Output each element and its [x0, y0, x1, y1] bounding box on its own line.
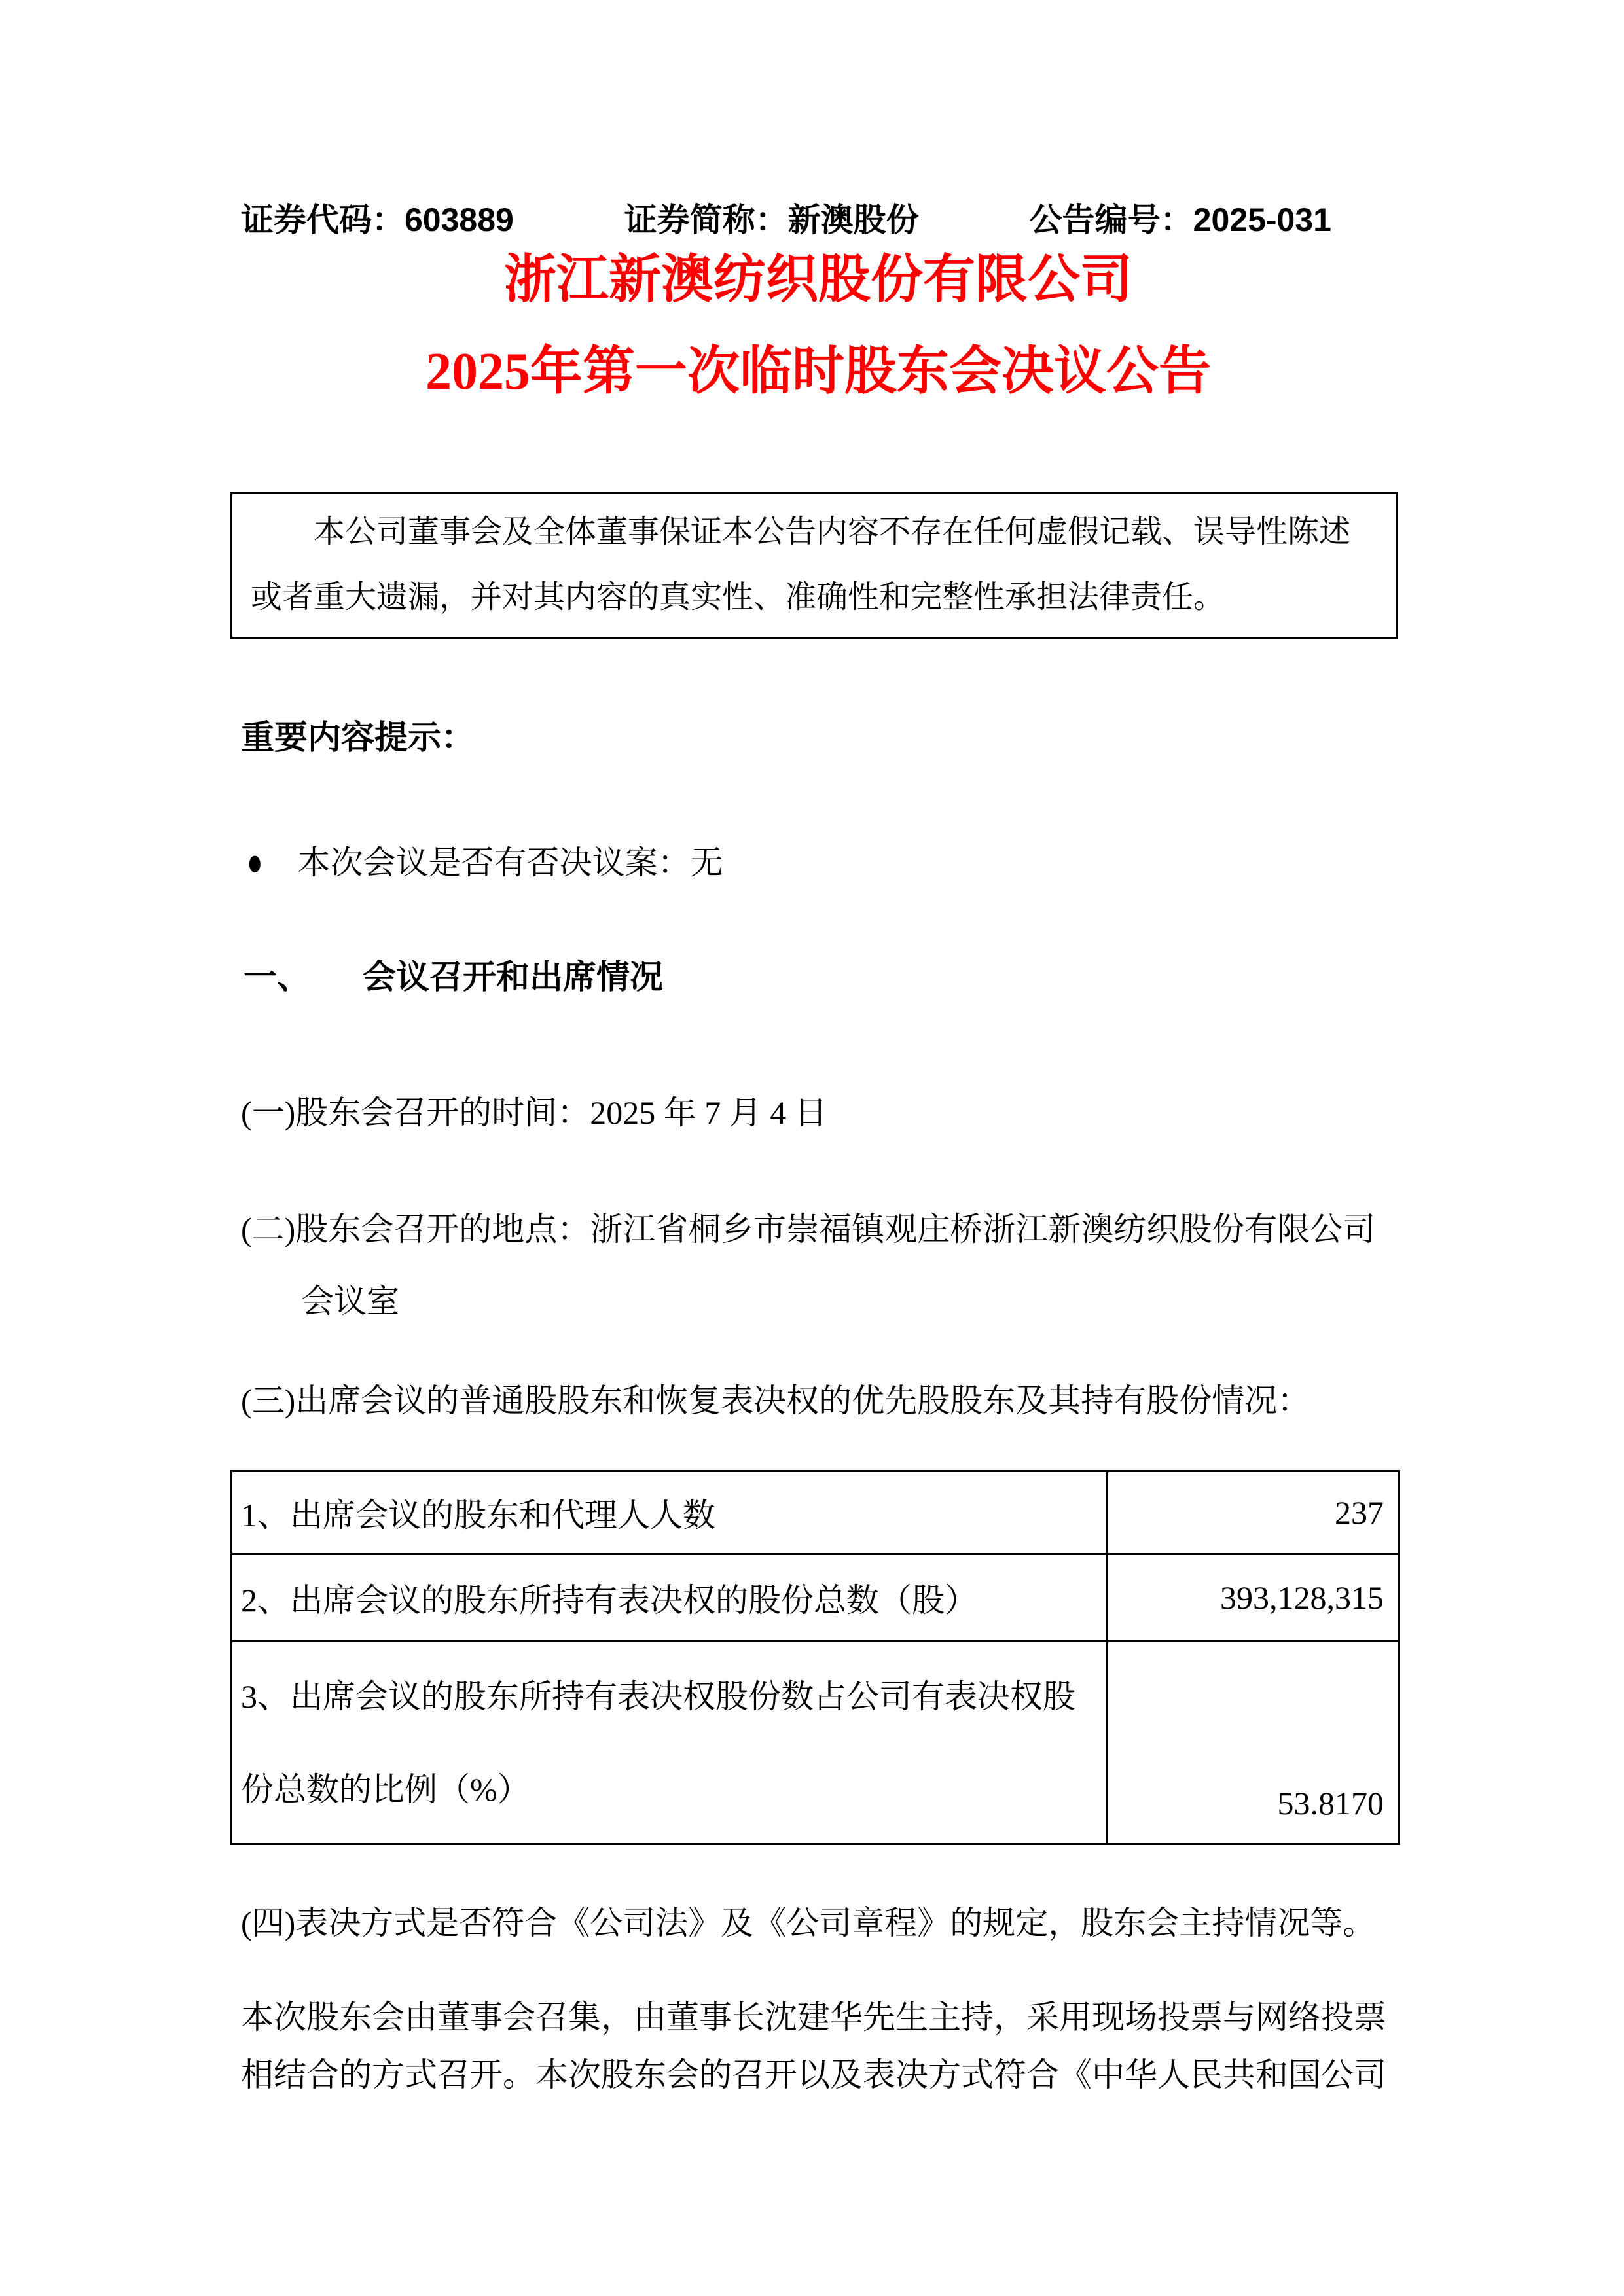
section-number: 一、: [244, 958, 311, 996]
stock-short-name: 证券简称：新澳股份: [624, 202, 919, 238]
bullet-icon: ●: [247, 840, 263, 884]
table-row-label: 2、出席会议的股东所持有表决权的股份总数（股）: [232, 1554, 1108, 1641]
header-info-line: [241, 200, 1331, 240]
table-row-value: 393,128,315: [1108, 1554, 1399, 1641]
section-heading-text: 会议召开和出席情况: [363, 958, 664, 996]
closing-paragraph-line1: 本次股东会由董事会召集，由董事长沈建华先生主持，采用现场投票与网络投票: [241, 1999, 1386, 2036]
important-note-bullet-item: [246, 840, 723, 884]
company-name-title: 浙江新澳纺织股份有限公司: [504, 251, 1132, 309]
stock-code: 证券代码：603889: [241, 202, 514, 238]
closing-paragraph: [241, 1988, 1398, 2104]
table-row-label-line2: 份总数的比例（%）: [241, 1770, 530, 1808]
table-row-label: 1、出席会议的股东和代理人人数: [232, 1471, 1108, 1554]
bullet-text: 本次会议是否有否决议案：无: [297, 844, 723, 881]
table-row: [232, 1471, 1399, 1554]
table-row-value: 53.8170: [1108, 1641, 1399, 1844]
closing-paragraph-line2: 相结合的方式召开。本次股东会的召开以及表决方式符合《中华人民共和国公司: [241, 2056, 1386, 2093]
attendance-table: [230, 1470, 1400, 1845]
table-row-value: 237: [1108, 1471, 1399, 1554]
table-row-label: [232, 1641, 1108, 1844]
table-row: [232, 1641, 1399, 1844]
voting-method-item: (四)表决方式是否符合《公司法》及《公司章程》的规定，股东会主持情况等。: [241, 1905, 1376, 1941]
table-row-label-line1: 3、出席会议的股东所持有表决权股份数占公司有表决权股: [241, 1677, 1075, 1715]
attendance-intro-item: (三)出席会议的普通股股东和恢复表决权的优先股股东及其持有股份情况：: [241, 1382, 1310, 1419]
announcement-number: 公告编号：2025-031: [1029, 202, 1331, 238]
disclaimer-box: [230, 492, 1398, 639]
announcement-title: 2025年第一次临时股东会决议公告: [425, 343, 1211, 401]
meeting-place-item-line2: 会议室: [301, 1283, 399, 1319]
important-note-heading: 重要内容提示：: [241, 719, 475, 756]
table-row: [232, 1554, 1399, 1641]
section-one-heading: [244, 957, 663, 997]
meeting-place-item-line1: (二)股东会召开的地点：浙江省桐乡市崇福镇观庄桥浙江新澳纺织股份有限公司: [241, 1211, 1376, 1247]
meeting-time-item: (一)股东会召开的时间：2025 年 7 月 4 日: [241, 1094, 827, 1131]
disclaimer-line: 或者重大遗漏，并对其内容的真实性、准确性和完整性承担法律责任。: [251, 580, 1225, 615]
disclaimer-line: 本公司董事会及全体董事保证本公告内容不存在任何虚假记载、误导性陈述: [314, 514, 1351, 549]
